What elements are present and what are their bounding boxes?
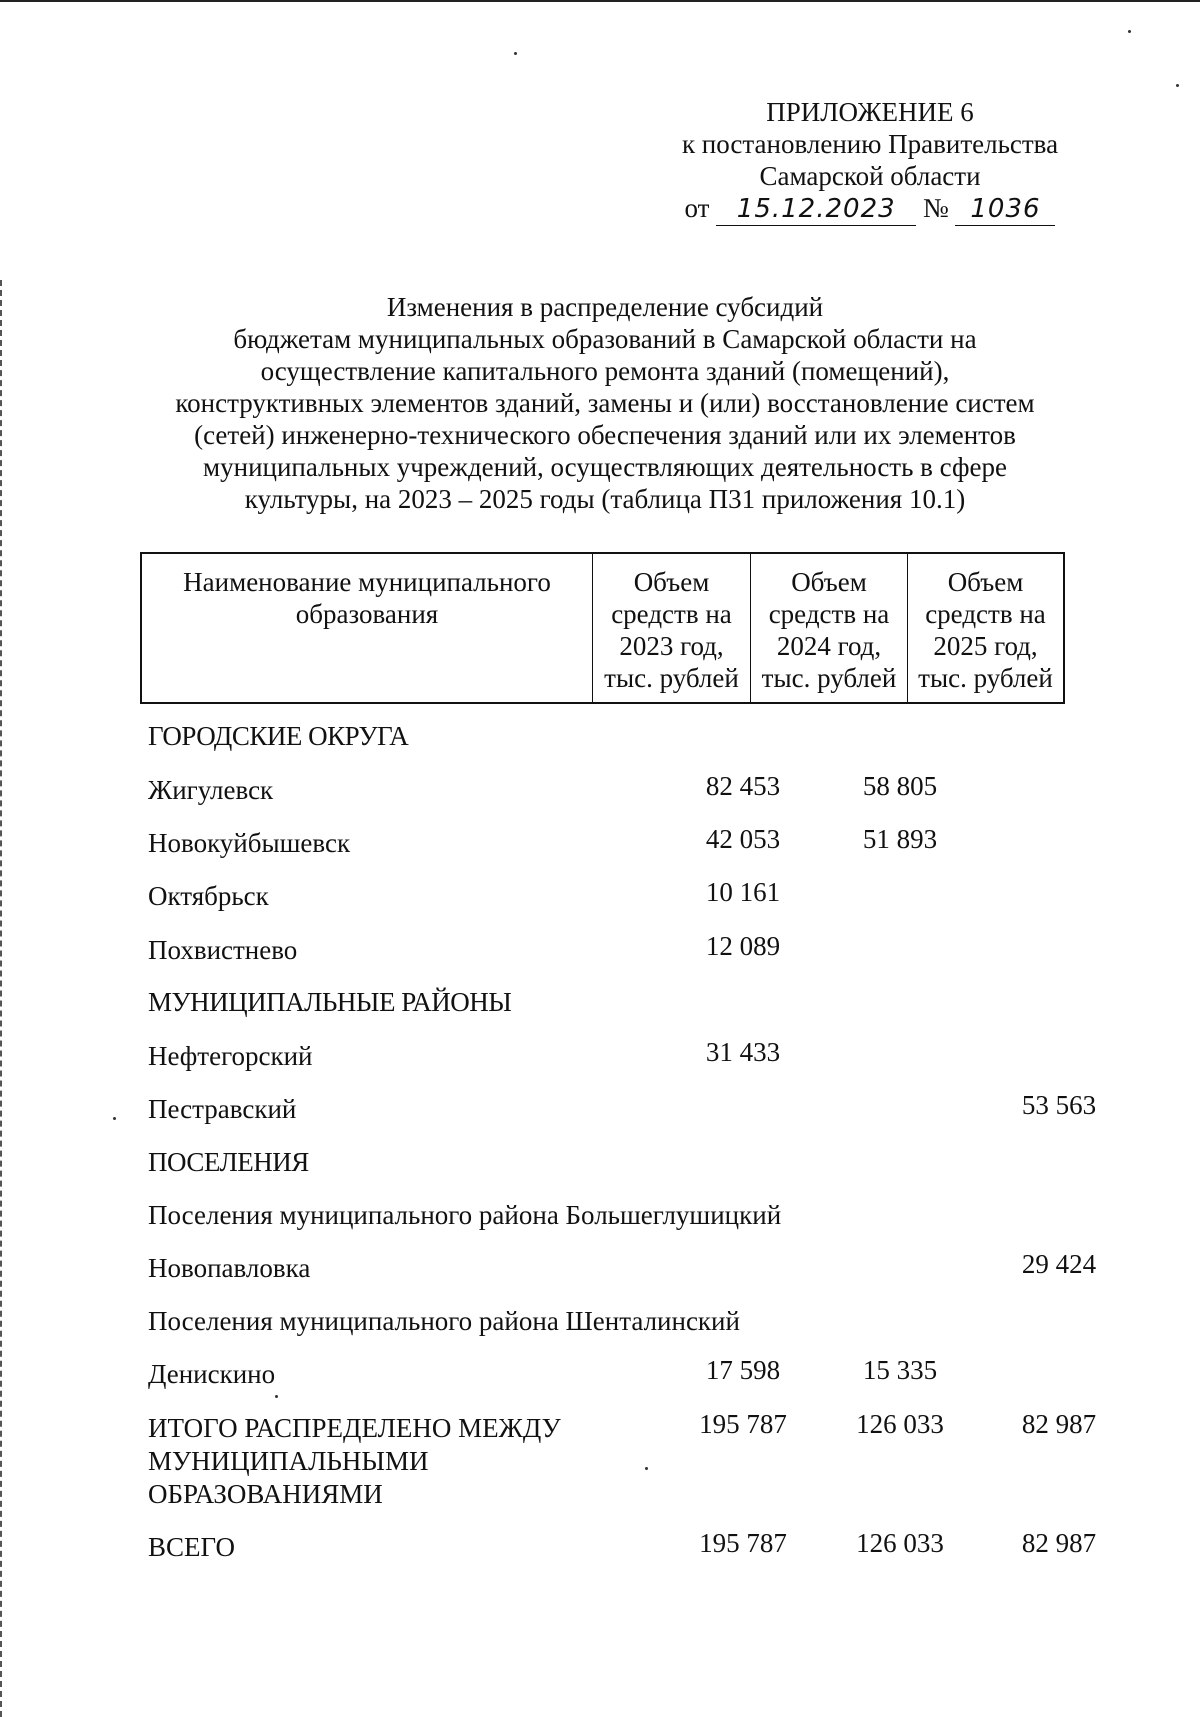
- header-municipality: [142, 554, 593, 702]
- header-line: средств на: [768, 599, 890, 629]
- appendix-header: [600, 96, 1140, 224]
- header-2023: [593, 554, 751, 702]
- row-name: Новопавловка: [148, 1253, 311, 1283]
- table-row: [148, 1355, 1078, 1398]
- order-date: 15.12.2023: [716, 193, 916, 226]
- title-line: культуры, на 2023 – 2025 годы (таблица П31 приложения 10.1): [244, 484, 966, 514]
- row-name: МУНИЦИПАЛЬНЫЕ РАЙОНЫ: [148, 987, 512, 1017]
- table-row: [148, 931, 1078, 974]
- title-line: осуществление капитального ремонта зданий (помещений),: [260, 356, 950, 386]
- value-2024: 126 033: [856, 1528, 944, 1558]
- grand-total-row: [148, 1528, 1097, 1571]
- value-2024: 126 033: [856, 1409, 944, 1439]
- scan-speck: [275, 1395, 278, 1398]
- row-name: Жигулевск: [148, 775, 274, 805]
- value-2023: 42 053: [705, 824, 781, 854]
- row-name: ПОСЕЛЕНИЯ: [148, 1147, 309, 1177]
- table-row: [148, 877, 1078, 920]
- scan-speck: [645, 1467, 648, 1470]
- header-line: Объем: [947, 567, 1024, 597]
- value-2023: 31 433: [705, 1037, 781, 1067]
- row-name: ИТОГО РАСПРЕДЕЛЕНО МЕЖДУ МУНИЦИПАЛЬНЫМИ ОБРАЗОВАНИЯМИ: [148, 1413, 561, 1509]
- value-2024: 51 893: [862, 824, 938, 854]
- section-row: [148, 986, 1078, 1026]
- title-line: Изменения в распределение субсидий: [386, 292, 824, 322]
- date-prefix: от: [684, 193, 710, 223]
- header-2025: [908, 554, 1063, 702]
- row-name: ВСЕГО: [148, 1532, 235, 1562]
- row-name: Похвистнево: [148, 935, 298, 965]
- number-prefix: №: [922, 193, 949, 223]
- header-line: средств на: [611, 599, 732, 629]
- table-row: [148, 1249, 1097, 1292]
- value-2025: 29 424: [1021, 1249, 1097, 1279]
- appendix-line-2: Самарской области: [759, 161, 981, 191]
- value-2025: 82 987: [1021, 1528, 1097, 1558]
- header-line: тыс. рублей: [761, 663, 897, 693]
- table-row: [148, 1037, 1078, 1080]
- title-line: муниципальных учреждений, осуществляющих деятельность в сфере: [203, 452, 1007, 482]
- document-title: [110, 291, 1100, 515]
- header-line: Наименование муниципального: [183, 567, 551, 597]
- scan-speck: [1176, 84, 1179, 87]
- total-distributed-row: [148, 1409, 1097, 1509]
- row-name: Поселения муниципального района Шенталинский: [148, 1306, 740, 1336]
- row-name: Пестравский: [148, 1094, 297, 1124]
- section-row: [148, 1146, 1078, 1186]
- header-line: Объем: [633, 567, 710, 597]
- title-line: (сетей) инженерно-технического обеспечения зданий или их элементов: [194, 420, 1016, 450]
- header-2024: [751, 554, 908, 702]
- header-line: 2025 год,: [933, 631, 1038, 661]
- scan-top-edge: [0, 0, 1200, 2]
- table-row: [148, 824, 1078, 867]
- title-line: конструктивных элементов зданий, замены и (или) восстановление систем: [175, 388, 1035, 418]
- value-2024: 58 805: [862, 771, 938, 801]
- title-line: бюджетам муниципальных образований в Самарской области на: [233, 324, 977, 354]
- header-line: Объем: [791, 567, 867, 597]
- appendix-line-1: к постановлению Правительства: [681, 129, 1059, 159]
- value-2023: 10 161: [705, 877, 781, 907]
- subsection-row: [148, 1199, 1078, 1239]
- section-row: [148, 720, 1078, 760]
- value-2023: 17 598: [705, 1355, 781, 1385]
- value-2025: 53 563: [1021, 1090, 1097, 1120]
- value-2025: 82 987: [1021, 1409, 1097, 1439]
- header-line: 2024 год,: [776, 631, 882, 661]
- row-name: Поселения муниципального района Большеглушицкий: [148, 1200, 782, 1230]
- header-line: 2023 год,: [619, 631, 724, 661]
- row-name: ГОРОДСКИЕ ОКРУГА: [148, 721, 409, 751]
- header-line: средств на: [925, 599, 1046, 629]
- header-line: образования: [295, 599, 439, 629]
- row-name: Нефтегорский: [148, 1041, 313, 1071]
- scan-speck: [514, 52, 517, 55]
- value-2023: 12 089: [705, 931, 781, 961]
- value-2023: 82 453: [705, 771, 781, 801]
- scan-speck: [1128, 30, 1131, 33]
- order-line: [600, 192, 1140, 224]
- header-line: тыс. рублей: [918, 663, 1053, 693]
- row-name: Денискино: [148, 1359, 276, 1389]
- table-header: [140, 552, 1065, 704]
- table-row: [148, 771, 1078, 814]
- order-number: 1036: [955, 193, 1055, 226]
- subsection-row: [148, 1305, 1078, 1345]
- header-line: тыс. рублей: [604, 663, 739, 693]
- row-name: Октябрьск: [148, 881, 269, 911]
- scan-left-edge: [0, 280, 4, 1717]
- value-2023: 195 787: [699, 1409, 787, 1439]
- appendix-title: ПРИЛОЖЕНИЕ 6: [766, 97, 974, 127]
- scan-speck: [113, 1117, 116, 1120]
- row-name: Новокуйбышевск: [148, 828, 351, 858]
- value-2023: 195 787: [699, 1528, 787, 1558]
- value-2024: 15 335: [862, 1355, 938, 1385]
- table-row: [148, 1090, 1097, 1133]
